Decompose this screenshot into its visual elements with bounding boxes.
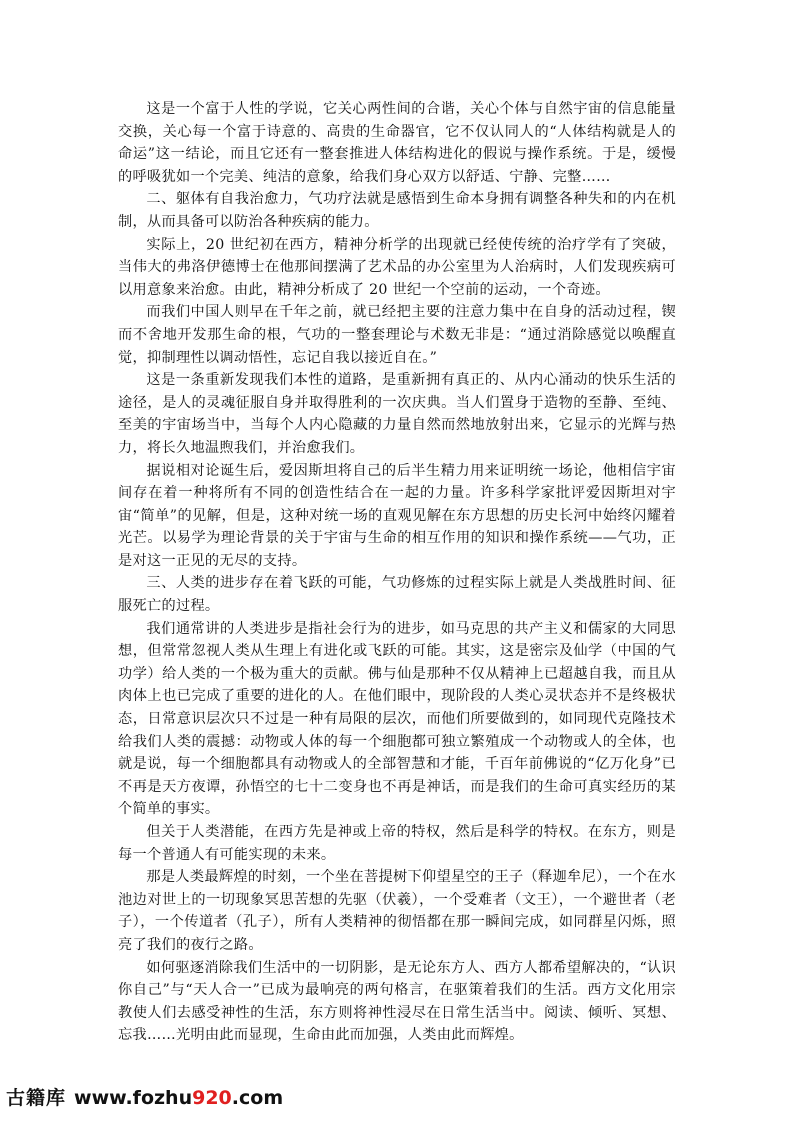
paragraph-6: 据说相对论诞生后，爱因斯坦将自己的后半生精力用来证明统一场论，他相信宇宙间存在着一种将所有不同的创造性结合在一起的力量。许多科学家批评爱因斯坦对宇宙“简单”的见解，但是，这种对统一场的直观见解在东方思想的历史长河中始终闪耀着光芒。以易学为理论背景的关于宇宙与生命的相互作用的知识和操作系统——气功，正是对这一正见的无尽的支持。 [118,462,676,569]
paragraph-3: 实际上，20 世纪初在西方，精神分析学的出现就已经使传统的治疗学有了突破，当伟大的弗洛伊德博士在他那间摆满了艺术品的办公室里为人治病时，人们发现疾病可以用意象来治愈。由此，精神分析成了 20 世纪一个空前的运动，一个奇迹。 [118,236,676,298]
paragraph-10: 那是人类最辉煌的时刻，一个坐在菩提树下仰望星空的王子（释迦牟尼），一个在水池边对世上的一切现象冥思苦想的先驱（伏羲），一个受难者（文王），一个避世者（老子），一个传道者（孔子），所有人类精神的彻悟都在那一瞬间完成，如同群星闪烁，照亮了我们的夜行之路。 [118,869,676,953]
site-url-prefix: www.fozhu [74,1087,193,1109]
paragraph-5: 这是一条重新发现我们本性的道路，是重新拥有真正的、从内心涌动的快乐生活的途径，是人的灵魂征服自身并取得胜利的一次庆典。当人们置身于造物的至静、至纯、至美的宇宙场当中，当每个人内心隐藏的力量自然而然地放射出来，它显示的光辉与热力，将长久地温煦我们，并治愈我们。 [118,372,676,456]
site-name: 古籍库 [6,1087,67,1109]
paragraph-9: 但关于人类潜能，在西方先是神或上帝的特权，然后是科学的特权。在东方，则是每一个普通人有可能实现的未来。 [118,824,676,863]
paragraph-8: 我们通常讲的人类进步是指社会行为的进步，如马克思的共产主义和儒家的大同思想，但常常忽视人类从生理上有进化或飞跃的可能。其实，这是密宗及仙学（中国的气功学）给人类的一个极为重大的贡献。佛与仙是那种不仅从精神上已超越自我，而且从肉体上也已完成了重要的进化的人。在他们眼中，现阶段的人类心灵状态并不是终极状态，日常意识层次只不过是一种有局限的层次，而他们所要做到的，如同现代克隆技术给我们人类的震撼：动物或人体的每一个细胞都可独立繁殖成一个动物或人的全体，也就是说，每一个细胞都具有动物或人的全部智慧和才能，千百年前佛说的“亿万化身”已不再是天方夜谭，孙悟空的七十二变身也不再是神话，而是我们的生命可真实经历的某个简单的事实。 [118,620,676,818]
paragraph-4: 而我们中国人则早在千年之前，就已经把主要的注意力集中在自身的活动过程，锲而不舍地开发那生命的根，气功的一整套理论与术数无非是：“通过消除感觉以唤醒直觉，抑制理性以调动悟性，忘记自我以接近自在。” [118,304,676,366]
site-url-suffix: .com [231,1087,284,1109]
paragraph-7: 三、人类的进步存在着飞跃的可能，气功修炼的过程实际上就是人类战胜时间、征服死亡的过程。 [118,575,676,615]
site-watermark [6,1083,283,1113]
paragraph-11: 如何驱逐消除我们生活中的一切阴影，是无论东方人、西方人都希望解决的，“认识你自己”与“天人合一”已成为最响亮的两句格言，在驱策着我们的生活。西方文化用宗教使人们去感受神性的生活，东方则将神性浸尽在日常生活当中。阅读、倾听、冥想、忘我……光明由此而显现，生命由此而加强，人类由此而辉煌。 [118,959,676,1044]
paragraph-2: 二、躯体有自我治愈力，气功疗法就是感悟到生命本身拥有调整各种失和的内在机制，从而具备可以防治各种疾病的能力。 [118,191,676,230]
site-url-number: 920 [192,1087,232,1109]
paragraph-1: 这是一个富于人性的学说，它关心两性间的合谐，关心个体与自然宇宙的信息能量交换，关心每一个富于诗意的、高贵的生命器官，它不仅认同人的“人体结构就是人的命运”这一结论，而且它还有一整套推进人体结构进化的假说与操作系统。于是，缓慢的呼吸犹如一个完美、纯洁的意象，给我们身心双方以舒适、宁静、完整…… [118,101,676,185]
document-body [118,98,676,1047]
